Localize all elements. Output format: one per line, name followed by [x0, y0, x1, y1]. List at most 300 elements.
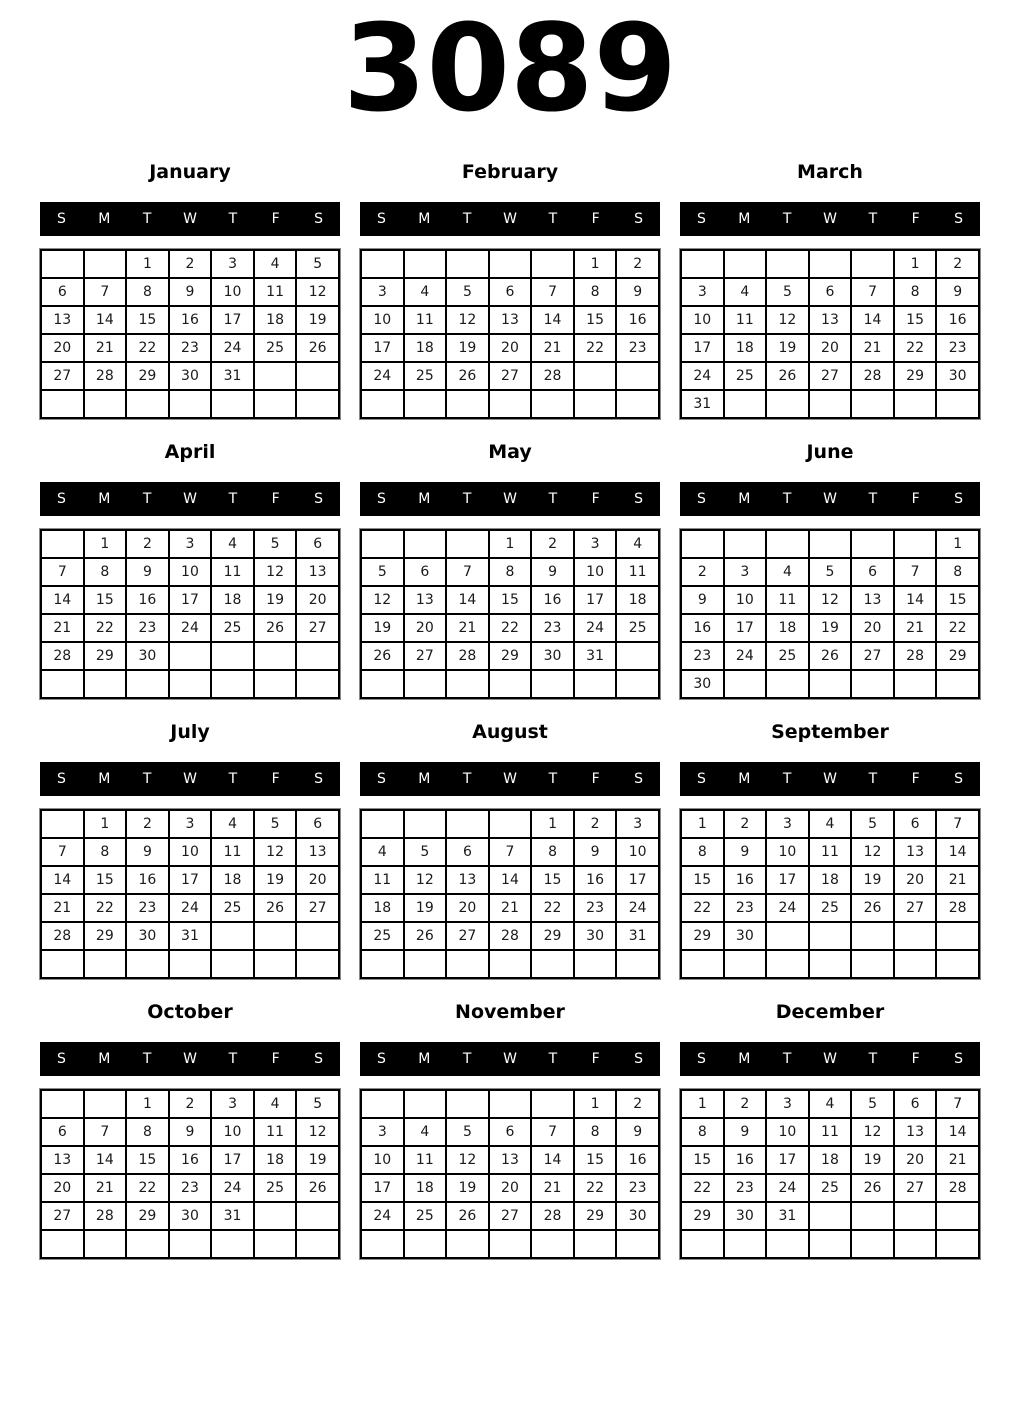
month-name: February	[461, 161, 559, 183]
weekday-header-cell: T	[142, 1051, 152, 1067]
empty-day-cell	[211, 950, 254, 978]
day-cell: 25	[254, 334, 297, 362]
empty-day-cell	[574, 362, 617, 390]
week-row	[41, 642, 339, 670]
day-cell: 22	[681, 1174, 724, 1202]
month-calendar	[680, 529, 980, 699]
empty-day-cell	[361, 390, 404, 418]
day-cell: 12	[809, 586, 852, 614]
day-cell: 24	[766, 1174, 809, 1202]
week-row	[41, 894, 339, 922]
month-name: March	[797, 161, 863, 183]
day-cell: 15	[126, 1146, 169, 1174]
empty-day-cell	[254, 642, 297, 670]
week-row	[41, 1230, 339, 1258]
empty-day-cell	[489, 390, 532, 418]
weekday-header-cell: W	[503, 1051, 517, 1067]
week-row	[681, 810, 979, 838]
day-cell: 17	[169, 866, 212, 894]
day-cell: 19	[254, 866, 297, 894]
month-calendar	[680, 249, 980, 419]
day-cell: 20	[894, 866, 937, 894]
empty-day-cell	[254, 922, 297, 950]
day-cell: 25	[404, 362, 447, 390]
day-cell: 21	[446, 614, 489, 642]
empty-day-cell	[296, 362, 339, 390]
week-row	[681, 362, 979, 390]
empty-day-cell	[446, 810, 489, 838]
day-cell: 12	[851, 838, 894, 866]
week-row	[681, 1174, 979, 1202]
weekday-header-cell: T	[548, 1051, 558, 1067]
empty-day-cell	[724, 670, 767, 698]
day-cell: 31	[211, 362, 254, 390]
day-cell: 3	[169, 810, 212, 838]
day-cell: 28	[446, 642, 489, 670]
empty-day-cell	[296, 950, 339, 978]
empty-day-cell	[296, 642, 339, 670]
weekday-header-cell: T	[548, 771, 558, 787]
day-cell: 9	[616, 1118, 659, 1146]
empty-day-cell	[681, 950, 724, 978]
weekday-header-cell: T	[228, 1051, 238, 1067]
day-cell: 12	[296, 278, 339, 306]
day-cell: 25	[404, 1202, 447, 1230]
day-cell: 3	[211, 250, 254, 278]
day-cell: 13	[851, 586, 894, 614]
day-cell: 20	[296, 586, 339, 614]
day-cell: 6	[489, 278, 532, 306]
empty-day-cell	[489, 670, 532, 698]
day-cell: 15	[84, 586, 127, 614]
weekday-header-cell: T	[142, 211, 152, 227]
month-block	[360, 158, 660, 419]
day-cell: 21	[531, 334, 574, 362]
day-cell: 10	[169, 558, 212, 586]
day-cell: 31	[574, 642, 617, 670]
day-cell: 29	[936, 642, 979, 670]
weekday-header-cell: F	[271, 211, 280, 227]
day-cell: 23	[574, 894, 617, 922]
day-cell: 10	[361, 1146, 404, 1174]
empty-day-cell	[169, 950, 212, 978]
day-cell: 1	[936, 530, 979, 558]
week-row	[361, 250, 659, 278]
weekday-header-cell: F	[591, 491, 600, 507]
day-cell: 8	[574, 1118, 617, 1146]
empty-day-cell	[211, 1230, 254, 1258]
day-cell: 2	[616, 250, 659, 278]
day-cell: 12	[254, 838, 297, 866]
day-cell: 6	[296, 530, 339, 558]
empty-day-cell	[254, 1230, 297, 1258]
weekday-header-cell: S	[314, 491, 324, 507]
day-cell: 9	[126, 838, 169, 866]
day-cell: 1	[681, 1090, 724, 1118]
weekday-header-cell: T	[142, 491, 152, 507]
weekday-header-cell: T	[782, 491, 792, 507]
day-cell: 27	[851, 642, 894, 670]
empty-day-cell	[446, 1090, 489, 1118]
empty-day-cell	[809, 390, 852, 418]
day-cell: 24	[169, 894, 212, 922]
week-row	[681, 1090, 979, 1118]
day-cell: 3	[211, 1090, 254, 1118]
day-cell: 16	[126, 586, 169, 614]
day-cell: 14	[41, 586, 84, 614]
empty-day-cell	[851, 390, 894, 418]
weekday-header-row	[40, 202, 340, 236]
day-cell: 30	[681, 670, 724, 698]
empty-day-cell	[84, 950, 127, 978]
month-block	[40, 718, 340, 979]
day-cell: 5	[851, 1090, 894, 1118]
week-row	[681, 614, 979, 642]
empty-day-cell	[936, 922, 979, 950]
weekday-header-cell: S	[634, 491, 644, 507]
month-calendar	[360, 809, 660, 979]
month-block	[680, 438, 980, 699]
empty-day-cell	[809, 530, 852, 558]
day-cell: 29	[681, 922, 724, 950]
day-cell: 27	[41, 362, 84, 390]
weekday-header-cell: T	[228, 771, 238, 787]
day-cell: 6	[894, 810, 937, 838]
day-cell: 3	[724, 558, 767, 586]
day-cell: 24	[574, 614, 617, 642]
day-cell: 11	[211, 838, 254, 866]
weekday-header-cell: M	[738, 211, 751, 227]
empty-day-cell	[616, 1230, 659, 1258]
empty-day-cell	[851, 922, 894, 950]
day-cell: 11	[254, 278, 297, 306]
day-cell: 28	[84, 362, 127, 390]
empty-day-cell	[616, 642, 659, 670]
week-row	[41, 250, 339, 278]
day-cell: 2	[126, 810, 169, 838]
weekday-header-cell: M	[98, 491, 111, 507]
week-row	[681, 670, 979, 698]
week-row	[41, 390, 339, 418]
empty-day-cell	[766, 922, 809, 950]
day-cell: 2	[936, 250, 979, 278]
empty-day-cell	[254, 670, 297, 698]
weekday-header-cell: F	[591, 211, 600, 227]
day-cell: 23	[681, 642, 724, 670]
empty-day-cell	[84, 390, 127, 418]
month-name: August	[472, 721, 548, 743]
empty-day-cell	[254, 1202, 297, 1230]
day-cell: 20	[894, 1146, 937, 1174]
weekday-header-cell: M	[418, 491, 431, 507]
day-cell: 17	[724, 614, 767, 642]
day-cell: 1	[84, 530, 127, 558]
day-cell: 7	[851, 278, 894, 306]
weekday-header-cell: F	[911, 771, 920, 787]
weekday-header-cell: S	[954, 771, 964, 787]
day-cell: 31	[616, 922, 659, 950]
day-cell: 2	[169, 250, 212, 278]
week-row	[361, 894, 659, 922]
empty-day-cell	[404, 530, 447, 558]
empty-day-cell	[296, 670, 339, 698]
day-cell: 21	[84, 334, 127, 362]
empty-day-cell	[809, 670, 852, 698]
weekday-header-row	[360, 202, 660, 236]
week-row	[361, 362, 659, 390]
day-cell: 26	[851, 894, 894, 922]
day-cell: 4	[809, 810, 852, 838]
weekday-header-cell: T	[868, 491, 878, 507]
day-cell: 27	[894, 894, 937, 922]
day-cell: 1	[531, 810, 574, 838]
day-cell: 4	[254, 1090, 297, 1118]
day-cell: 22	[489, 614, 532, 642]
day-cell: 14	[41, 866, 84, 894]
day-cell: 22	[681, 894, 724, 922]
day-cell: 10	[766, 838, 809, 866]
day-cell: 7	[894, 558, 937, 586]
day-cell: 31	[681, 390, 724, 418]
day-cell: 18	[724, 334, 767, 362]
day-cell: 14	[446, 586, 489, 614]
day-cell: 20	[809, 334, 852, 362]
week-row	[41, 838, 339, 866]
weekday-header-cell: T	[462, 211, 472, 227]
weekday-header-cell: T	[782, 1051, 792, 1067]
weekday-header-cell: S	[376, 211, 386, 227]
day-cell: 20	[41, 334, 84, 362]
day-cell: 24	[724, 642, 767, 670]
month-block	[680, 158, 980, 419]
day-cell: 28	[936, 894, 979, 922]
day-cell: 13	[404, 586, 447, 614]
day-cell: 6	[296, 810, 339, 838]
weekday-header-cell: T	[548, 491, 558, 507]
weekday-header-cell: S	[634, 771, 644, 787]
weekday-header-row	[680, 202, 980, 236]
day-cell: 18	[404, 334, 447, 362]
weekday-header-cell: T	[462, 491, 472, 507]
week-row	[361, 530, 659, 558]
weekday-header-cell: W	[823, 1051, 837, 1067]
weekday-header-cell: S	[56, 211, 66, 227]
week-row	[361, 866, 659, 894]
weekday-header-cell: T	[462, 771, 472, 787]
day-cell: 23	[724, 1174, 767, 1202]
day-cell: 27	[404, 642, 447, 670]
week-row	[361, 278, 659, 306]
week-row	[41, 278, 339, 306]
day-cell: 23	[616, 334, 659, 362]
day-cell: 19	[361, 614, 404, 642]
empty-day-cell	[809, 1202, 852, 1230]
day-cell: 23	[126, 894, 169, 922]
week-row	[41, 530, 339, 558]
empty-day-cell	[766, 950, 809, 978]
week-row	[41, 1174, 339, 1202]
day-cell: 3	[361, 278, 404, 306]
day-cell: 21	[489, 894, 532, 922]
day-cell: 13	[296, 558, 339, 586]
empty-day-cell	[169, 1230, 212, 1258]
day-cell: 27	[894, 1174, 937, 1202]
day-cell: 30	[126, 642, 169, 670]
empty-day-cell	[254, 950, 297, 978]
day-cell: 24	[211, 1174, 254, 1202]
day-cell: 16	[574, 866, 617, 894]
day-cell: 23	[531, 614, 574, 642]
week-row	[361, 1146, 659, 1174]
weekday-header-cell: S	[376, 491, 386, 507]
empty-day-cell	[724, 250, 767, 278]
day-cell: 26	[296, 334, 339, 362]
empty-day-cell	[169, 642, 212, 670]
day-cell: 29	[681, 1202, 724, 1230]
weekday-header-row	[680, 482, 980, 516]
empty-day-cell	[446, 670, 489, 698]
weekday-header-cell: M	[738, 771, 751, 787]
day-cell: 25	[254, 1174, 297, 1202]
day-cell: 5	[446, 1118, 489, 1146]
week-row	[681, 278, 979, 306]
day-cell: 26	[254, 894, 297, 922]
day-cell: 13	[296, 838, 339, 866]
day-cell: 13	[41, 1146, 84, 1174]
week-row	[681, 558, 979, 586]
day-cell: 24	[361, 1202, 404, 1230]
day-cell: 15	[681, 1146, 724, 1174]
day-cell: 13	[894, 838, 937, 866]
week-row	[681, 642, 979, 670]
weekday-header-cell: F	[271, 491, 280, 507]
day-cell: 21	[851, 334, 894, 362]
empty-day-cell	[766, 250, 809, 278]
empty-day-cell	[361, 950, 404, 978]
week-row	[41, 1118, 339, 1146]
day-cell: 9	[169, 1118, 212, 1146]
day-cell: 28	[531, 1202, 574, 1230]
day-cell: 5	[809, 558, 852, 586]
empty-day-cell	[84, 250, 127, 278]
empty-day-cell	[404, 670, 447, 698]
weekday-header-cell: T	[868, 771, 878, 787]
weekday-header-cell: S	[954, 211, 964, 227]
month-block	[680, 998, 980, 1259]
day-cell: 24	[211, 334, 254, 362]
day-cell: 12	[766, 306, 809, 334]
weekday-header-row	[680, 762, 980, 796]
day-cell: 2	[681, 558, 724, 586]
day-cell: 12	[446, 1146, 489, 1174]
weekday-header-cell: W	[823, 771, 837, 787]
day-cell: 20	[851, 614, 894, 642]
empty-day-cell	[766, 390, 809, 418]
empty-day-cell	[894, 390, 937, 418]
weekday-header-cell: M	[418, 1051, 431, 1067]
empty-day-cell	[446, 530, 489, 558]
month-calendar	[40, 809, 340, 979]
day-cell: 7	[936, 1090, 979, 1118]
day-cell: 10	[616, 838, 659, 866]
day-cell: 7	[84, 1118, 127, 1146]
day-cell: 26	[446, 1202, 489, 1230]
day-cell: 27	[809, 362, 852, 390]
day-cell: 12	[446, 306, 489, 334]
month-block	[360, 718, 660, 979]
week-row	[41, 362, 339, 390]
week-row	[361, 670, 659, 698]
day-cell: 14	[84, 306, 127, 334]
week-row	[681, 390, 979, 418]
weekday-header-cell: S	[696, 771, 706, 787]
empty-day-cell	[41, 390, 84, 418]
day-cell: 30	[936, 362, 979, 390]
day-cell: 28	[936, 1174, 979, 1202]
empty-day-cell	[489, 250, 532, 278]
empty-day-cell	[894, 950, 937, 978]
empty-day-cell	[489, 950, 532, 978]
empty-day-cell	[851, 950, 894, 978]
day-cell: 12	[851, 1118, 894, 1146]
weekday-header-cell: M	[418, 211, 431, 227]
week-row	[361, 558, 659, 586]
day-cell: 23	[936, 334, 979, 362]
day-cell: 26	[404, 922, 447, 950]
day-cell: 20	[446, 894, 489, 922]
day-cell: 29	[126, 362, 169, 390]
week-row	[681, 530, 979, 558]
empty-day-cell	[41, 1230, 84, 1258]
month-calendar	[360, 249, 660, 419]
day-cell: 11	[809, 838, 852, 866]
week-row	[681, 586, 979, 614]
empty-day-cell	[404, 1230, 447, 1258]
day-cell: 16	[724, 1146, 767, 1174]
day-cell: 5	[254, 810, 297, 838]
day-cell: 1	[574, 250, 617, 278]
weekday-header-cell: M	[738, 1051, 751, 1067]
day-cell: 19	[404, 894, 447, 922]
empty-day-cell	[446, 950, 489, 978]
week-row	[361, 642, 659, 670]
weekday-header-cell: T	[782, 211, 792, 227]
day-cell: 1	[681, 810, 724, 838]
weekday-header-cell: T	[782, 771, 792, 787]
day-cell: 30	[169, 1202, 212, 1230]
day-cell: 8	[681, 1118, 724, 1146]
day-cell: 5	[361, 558, 404, 586]
day-cell: 6	[404, 558, 447, 586]
day-cell: 9	[126, 558, 169, 586]
day-cell: 1	[489, 530, 532, 558]
empty-day-cell	[531, 670, 574, 698]
empty-day-cell	[616, 670, 659, 698]
day-cell: 31	[169, 922, 212, 950]
weekday-header-cell: F	[591, 1051, 600, 1067]
day-cell: 22	[84, 894, 127, 922]
month-block	[360, 438, 660, 699]
day-cell: 19	[766, 334, 809, 362]
empty-day-cell	[84, 670, 127, 698]
empty-day-cell	[211, 670, 254, 698]
empty-day-cell	[809, 950, 852, 978]
empty-day-cell	[169, 390, 212, 418]
day-cell: 8	[531, 838, 574, 866]
day-cell: 28	[41, 922, 84, 950]
month-name: December	[775, 1001, 885, 1023]
day-cell: 12	[361, 586, 404, 614]
